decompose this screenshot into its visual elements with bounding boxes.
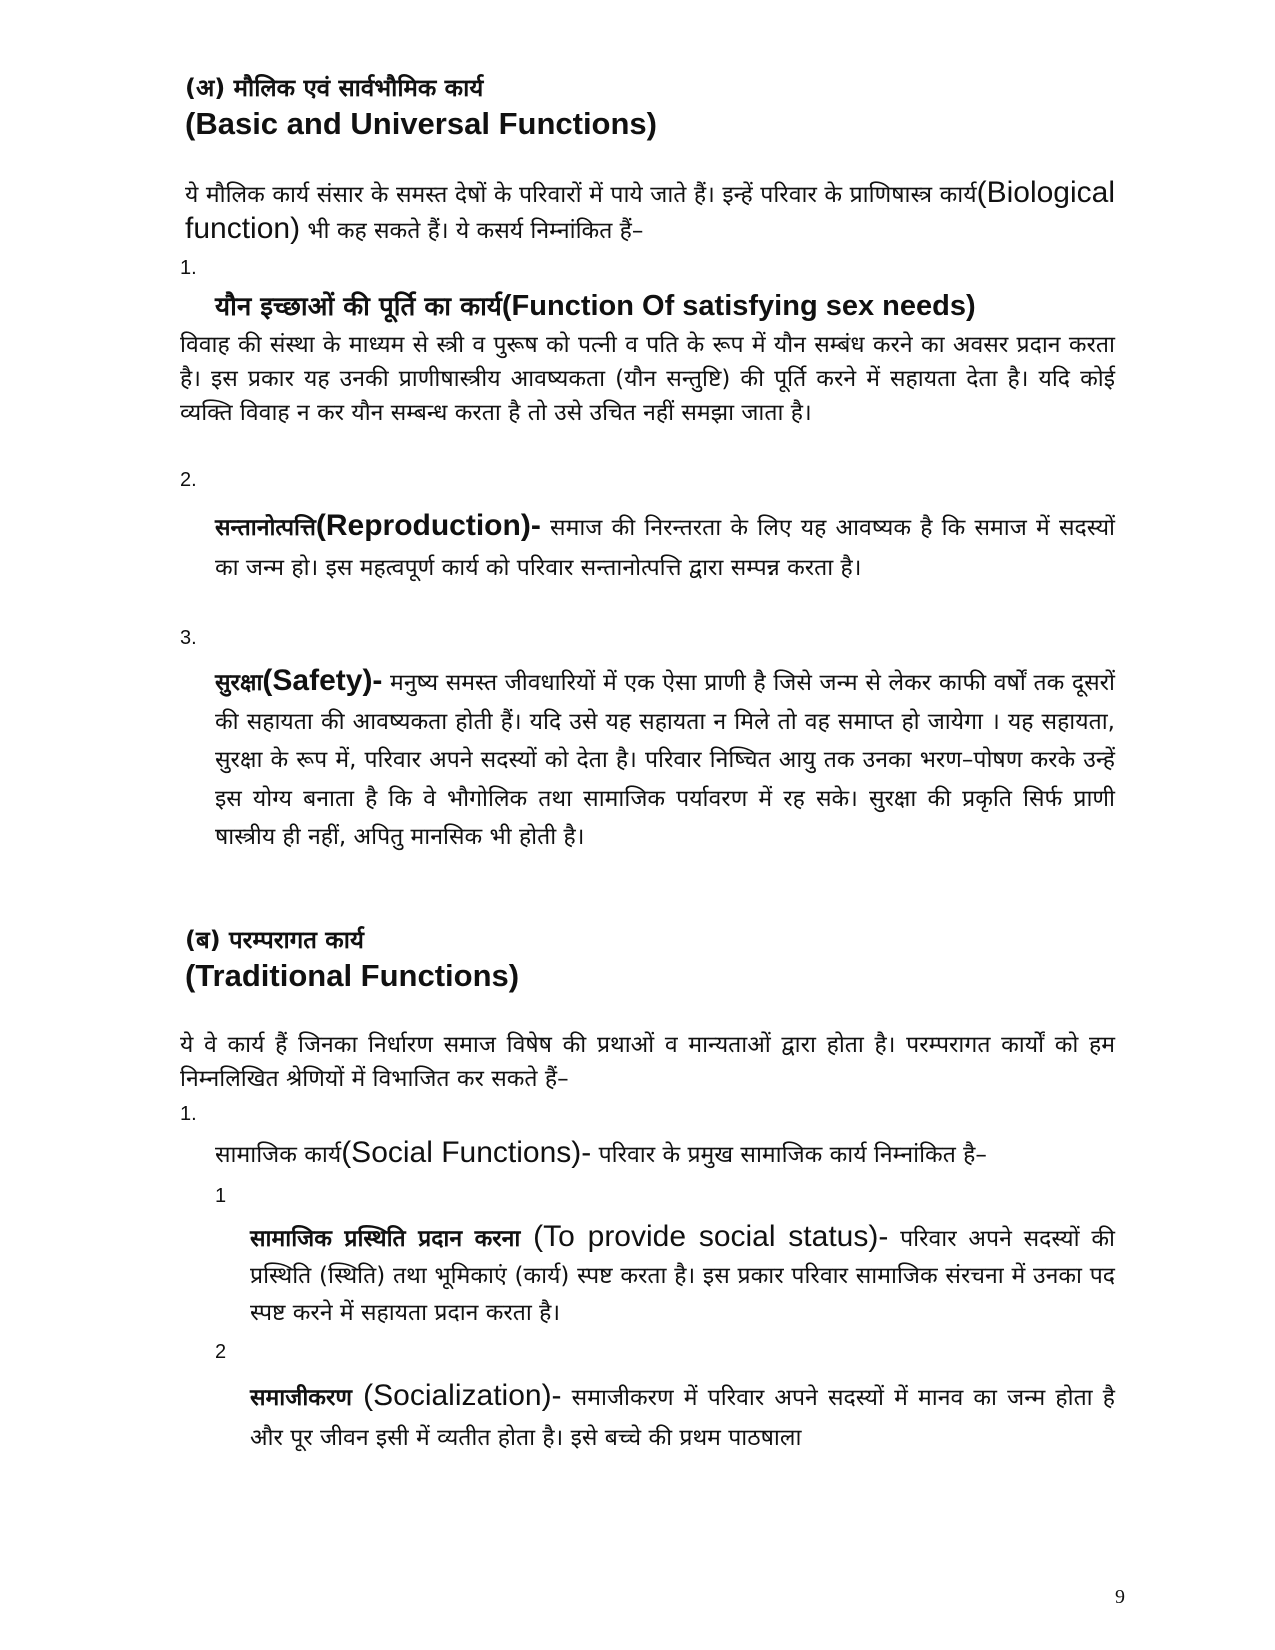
- subitem-number-1: 1: [215, 1185, 227, 1207]
- subitem-text-2: समाजीकरण में परिवार अपने सदस्यों में मानव का जन्म होता है और पूर जीवन इसी में व्यतीत होता है। इसे बच्चे की प्रथम पाठषाला: [250, 1385, 1115, 1451]
- section-a-intro-text-2: भी कह सकते हैं। ये कसर्य निम्नांकित हैं–: [300, 218, 644, 244]
- item-text-1: विवाह की संस्था के माध्यम से स्त्री व पुरूष को पत्नी व पति के रूप में यौन सम्बंध करने का अवसर प्रदान करता है। इस प्रकार यह उनकी प्राणीषास्त्रीय आवष्यकता (यौन सन्तुष्टि) की पूर्ति करने में सहायता देता है। यदि कोई व्यक्ति विवाह न कर यौन सम्बन्ध करता है तो उसे उचित नहीं समझा जाता है।: [180, 332, 1115, 426]
- item-text-2: समाज की निरन्तरता के लिए यह आवष्यक है कि समाज में सदस्यों का जन्म हो। इस महत्वपूर्ण कार्य को परिवार सन्तानोत्पत्ति द्वारा सम्पन्न करता है।: [215, 515, 1115, 581]
- section-a-intro-english: (Biological function): [185, 176, 1115, 245]
- page-number: 9: [1115, 1586, 1125, 1608]
- section-a-intro-text-1: ये मौलिक कार्य संसार के समस्त देषों के परिवारों में पाये जाते हैं। इन्हें परिवार के प्राणिषास्त्र कार्य: [185, 182, 977, 208]
- section-b-item-1-hindi: सामाजिक कार्य: [215, 1142, 342, 1168]
- section-a-title-hindi: (अ) मौलिक एवं सार्वभौमिक कार्य: [185, 74, 484, 102]
- subitem-text-1: परिवार अपने सदस्यों की प्रस्थिति (स्थिति) तथा भूमिकाएं (कार्य) स्पष्ट करता है। इस प्रकार परिवार सामाजिक संरचना में उनका पद स्पष्ट करने में सहायता प्रदान करता है।: [250, 1226, 1115, 1326]
- section-b-item-1-english: (Social Functions)-: [341, 1136, 592, 1169]
- section-b-title-hindi: (ब) परम्परागत कार्य: [185, 926, 364, 954]
- item-number-3: 3.: [180, 627, 197, 649]
- section-a-intro: [185, 176, 1115, 248]
- section-b-intro: ये वे कार्य हैं जिनका निर्धारण समाज विषेष की प्रथाओं व मान्यताओं द्वारा होता है। परम्परागत कार्यों को हम निम्नलिखित श्रेणियों में विभाजित कर सकते हैं–: [180, 1032, 1115, 1092]
- item-heading-1: [215, 288, 1115, 325]
- item-number-2: 2.: [180, 469, 197, 491]
- item-number-1: 1.: [180, 257, 197, 279]
- item-heading-1-english: (Function Of satisfying sex needs): [501, 290, 976, 322]
- subitem-block-1: [250, 1218, 1115, 1332]
- section-b-item-number-1: 1.: [180, 1103, 197, 1125]
- item-text-3: मनुष्य समस्त जीवधारियों में एक ऐसा प्राणी है जिसे जन्म से लेकर काफी वर्षों तक दूसरों की सहायता की आवष्यकता होती हैं। यदि उसे यह सहायता न मिले तो वह समाप्त हो जायेगा । यह सहायता, सुरक्षा के रूप में, परिवार अपने सदस्यों को देता है। परिवार निष्चित आयु तक उनका भरण–पोषण करके उन्हें इस योग्य बनाता है कि वे भौगोलिक तथा सामाजिक पर्यावरण में रह सके। सुरक्षा की प्रकृति सिर्फ प्राणी षास्त्रीय ही नहीं, अपितु मानसिक भी होती है।: [215, 670, 1115, 850]
- item-block-3: [215, 662, 1115, 857]
- subitem-block-2: [250, 1376, 1115, 1458]
- section-b-item-1: [215, 1136, 1115, 1172]
- item-block-2: [215, 506, 1115, 588]
- section-b-title-english: (Traditional Functions): [185, 958, 520, 993]
- subitem-heading-1-english: (To provide social status)-: [520, 1220, 889, 1253]
- item-heading-3-english: (Safety)-: [262, 664, 383, 697]
- item-heading-3-hindi: सुरक्षा: [215, 670, 263, 696]
- item-heading-1-hindi: यौन इच्छाओं की पूर्ति का कार्य: [215, 292, 502, 322]
- section-b-item-1-text: परिवार के प्रमुख सामाजिक कार्य निम्नांकित है–: [591, 1142, 987, 1168]
- subitem-number-2: 2: [215, 1341, 227, 1363]
- item-heading-2-hindi: सन्तानोत्पत्ति: [215, 515, 316, 541]
- item-heading-2-english: (Reproduction)-: [315, 509, 541, 542]
- subitem-heading-2-english: (Socialization)-: [351, 1379, 562, 1412]
- section-a-title-english: (Basic and Universal Functions): [185, 106, 657, 141]
- subitem-heading-1-hindi: सामाजिक प्रस्थिति प्रदान करना: [250, 1226, 521, 1252]
- subitem-heading-2-hindi: समाजीकरण: [250, 1385, 352, 1411]
